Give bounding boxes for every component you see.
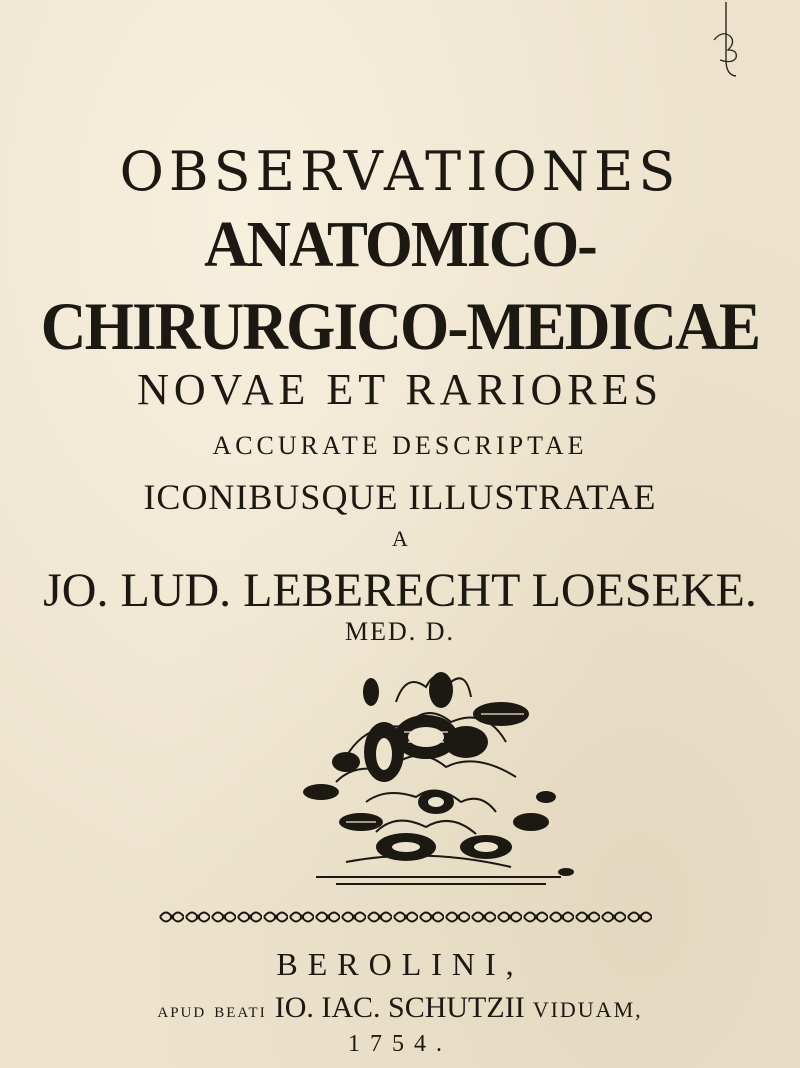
- imprint-city: BEROLINI,: [276, 946, 524, 982]
- title-line-anatomico: ANATOMICO-: [204, 208, 596, 281]
- ornamental-rule-icon: [158, 906, 652, 928]
- by-line: A: [392, 526, 408, 551]
- imprint-viduam: VIDUAM,: [532, 997, 643, 1022]
- title-line-accurate-descriptae: ACCURATE DESCRIPTAE: [212, 431, 588, 460]
- imprint-beati: BEATI: [214, 1005, 267, 1021]
- title-line-chirurgico-medicae: CHIRURGICO-MEDICAE: [40, 288, 760, 364]
- imprint-year: 1754.: [348, 1031, 452, 1057]
- printers-vignette-icon: [276, 662, 586, 900]
- author-degree: MED. D.: [344, 617, 456, 646]
- handwritten-shelf-mark-icon: [706, 0, 756, 80]
- imprint-apud: APUD: [157, 1005, 207, 1021]
- author-name: JO. LUD. LEBERECHT LOESEKE.: [43, 564, 757, 617]
- imprint-line: [0, 991, 800, 1025]
- title-line-iconibusque-illustratae: ICONIBUSQUE ILLUSTRATAE: [143, 477, 657, 517]
- title-line-observationes: OBSERVATIONES: [119, 140, 681, 203]
- imprint-printer-name: IO. IAC. SCHUTZII: [274, 991, 525, 1024]
- title-line-novae-et-rariores: NOVAE ET RARIORES: [137, 365, 663, 414]
